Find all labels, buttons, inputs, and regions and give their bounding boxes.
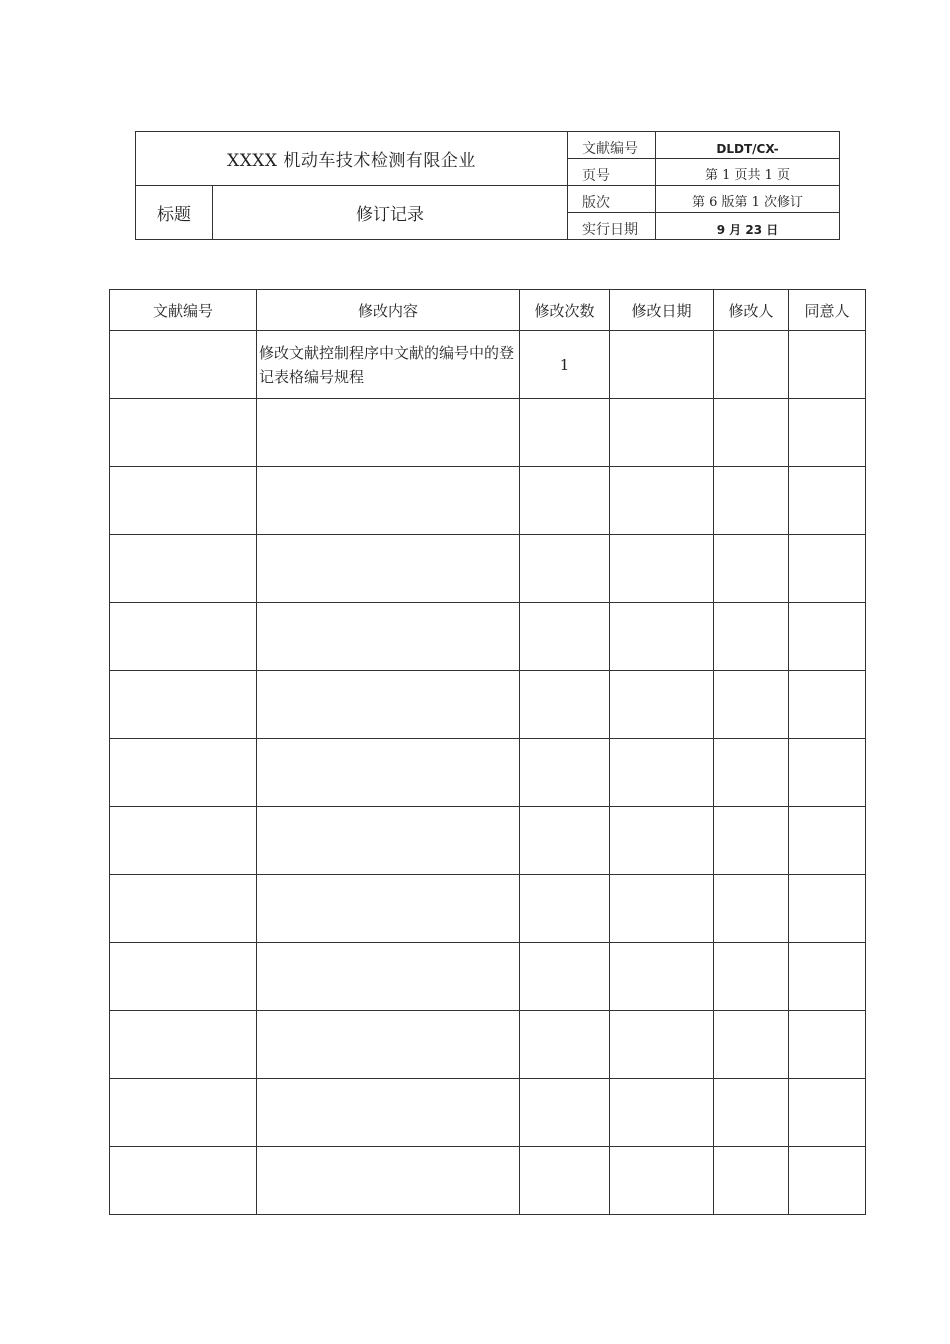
cell-revision-date xyxy=(610,331,714,399)
table-row xyxy=(110,739,866,807)
cell-approved-by xyxy=(789,467,866,535)
page-label: 页号 xyxy=(568,159,656,186)
cell-content xyxy=(257,875,520,943)
cell-doc-number xyxy=(110,807,257,875)
cell-revision-date xyxy=(610,943,714,1011)
table-row xyxy=(110,467,866,535)
cell-revision-count xyxy=(520,807,610,875)
cell-revision-count xyxy=(520,399,610,467)
cell-revision-count xyxy=(520,739,610,807)
cell-doc-number xyxy=(110,875,257,943)
title-value: 修订记录 xyxy=(213,186,568,240)
cell-revision-date xyxy=(610,1147,714,1215)
table-row xyxy=(110,807,866,875)
cell-revision-count xyxy=(520,1079,610,1147)
cell-revision-date xyxy=(610,1011,714,1079)
cell-revision-count xyxy=(520,671,610,739)
cell-approved-by xyxy=(789,807,866,875)
cell-revised-by xyxy=(714,1147,789,1215)
cell-revision-date xyxy=(610,1079,714,1147)
cell-content xyxy=(257,943,520,1011)
cell-revision-date xyxy=(610,807,714,875)
column-header-revision-date: 修改日期 xyxy=(610,290,714,331)
cell-revision-count xyxy=(520,603,610,671)
table-row xyxy=(110,1079,866,1147)
cell-content xyxy=(257,1147,520,1215)
title-label: 标题 xyxy=(136,186,213,240)
effective-date-label: 实行日期 xyxy=(568,213,656,240)
cell-content xyxy=(257,807,520,875)
cell-content xyxy=(257,603,520,671)
cell-revision-count xyxy=(520,1011,610,1079)
column-header-revised-by: 修改人 xyxy=(714,290,789,331)
page-value: 第 1 页共 1 页 xyxy=(656,159,840,186)
cell-doc-number xyxy=(110,399,257,467)
cell-doc-number xyxy=(110,1079,257,1147)
cell-revised-by xyxy=(714,671,789,739)
column-header-content: 修改内容 xyxy=(257,290,520,331)
cell-doc-number xyxy=(110,467,257,535)
table-row xyxy=(110,875,866,943)
cell-revision-count: 1 xyxy=(520,331,610,399)
cell-approved-by xyxy=(789,331,866,399)
cell-approved-by xyxy=(789,739,866,807)
cell-revision-date xyxy=(610,739,714,807)
table-row xyxy=(110,1147,866,1215)
cell-approved-by xyxy=(789,875,866,943)
cell-doc-number xyxy=(110,1011,257,1079)
cell-approved-by xyxy=(789,535,866,603)
column-header-revision-count: 修改次数 xyxy=(520,290,610,331)
cell-approved-by xyxy=(789,399,866,467)
table-row xyxy=(110,603,866,671)
document-header-table xyxy=(135,131,840,240)
cell-doc-number xyxy=(110,739,257,807)
cell-revised-by xyxy=(714,739,789,807)
cell-revision-count xyxy=(520,535,610,603)
cell-revision-count xyxy=(520,875,610,943)
effective-date-value: 9 月 23 日 xyxy=(656,213,840,240)
table-row xyxy=(110,943,866,1011)
cell-content xyxy=(257,399,520,467)
cell-revised-by xyxy=(714,1011,789,1079)
cell-content xyxy=(257,535,520,603)
cell-content xyxy=(257,671,520,739)
cell-approved-by xyxy=(789,671,866,739)
cell-doc-number xyxy=(110,943,257,1011)
table-row xyxy=(110,671,866,739)
cell-doc-number xyxy=(110,603,257,671)
cell-doc-number xyxy=(110,331,257,399)
cell-revision-count xyxy=(520,1147,610,1215)
column-header-doc-number: 文献编号 xyxy=(110,290,257,331)
cell-revised-by xyxy=(714,535,789,603)
cell-revision-date xyxy=(610,875,714,943)
cell-doc-number xyxy=(110,1147,257,1215)
cell-revised-by xyxy=(714,807,789,875)
cell-approved-by xyxy=(789,943,866,1011)
table-row xyxy=(110,331,866,399)
doc-number-value: DLDT/CX- xyxy=(656,132,840,159)
cell-revision-date xyxy=(610,603,714,671)
table-header-row xyxy=(110,290,866,331)
cell-approved-by xyxy=(789,1147,866,1215)
revision-record-table xyxy=(109,289,866,1215)
table-row xyxy=(110,399,866,467)
cell-revision-date xyxy=(610,535,714,603)
cell-revised-by xyxy=(714,603,789,671)
table-row xyxy=(110,535,866,603)
cell-revision-count xyxy=(520,467,610,535)
cell-revised-by xyxy=(714,331,789,399)
cell-revision-count xyxy=(520,943,610,1011)
cell-revision-date xyxy=(610,399,714,467)
cell-revision-date xyxy=(610,671,714,739)
company-name: XXXX 机动车技术检测有限企业 xyxy=(136,132,568,186)
cell-approved-by xyxy=(789,1079,866,1147)
doc-number-label: 文献编号 xyxy=(568,132,656,159)
cell-approved-by xyxy=(789,603,866,671)
cell-content xyxy=(257,739,520,807)
cell-revised-by xyxy=(714,875,789,943)
edition-label: 版次 xyxy=(568,186,656,213)
cell-content xyxy=(257,1079,520,1147)
cell-doc-number xyxy=(110,535,257,603)
cell-content xyxy=(257,1011,520,1079)
cell-revised-by xyxy=(714,1079,789,1147)
cell-revised-by xyxy=(714,467,789,535)
cell-doc-number xyxy=(110,671,257,739)
cell-revised-by xyxy=(714,399,789,467)
column-header-approved-by: 同意人 xyxy=(789,290,866,331)
edition-value: 第 6 版第 1 次修订 xyxy=(656,186,840,213)
cell-approved-by xyxy=(789,1011,866,1079)
cell-revision-date xyxy=(610,467,714,535)
table-row xyxy=(110,1011,866,1079)
cell-revised-by xyxy=(714,943,789,1011)
cell-content: 修改文献控制程序中文献的编号中的登记表格编号规程 xyxy=(257,331,520,399)
cell-content xyxy=(257,467,520,535)
